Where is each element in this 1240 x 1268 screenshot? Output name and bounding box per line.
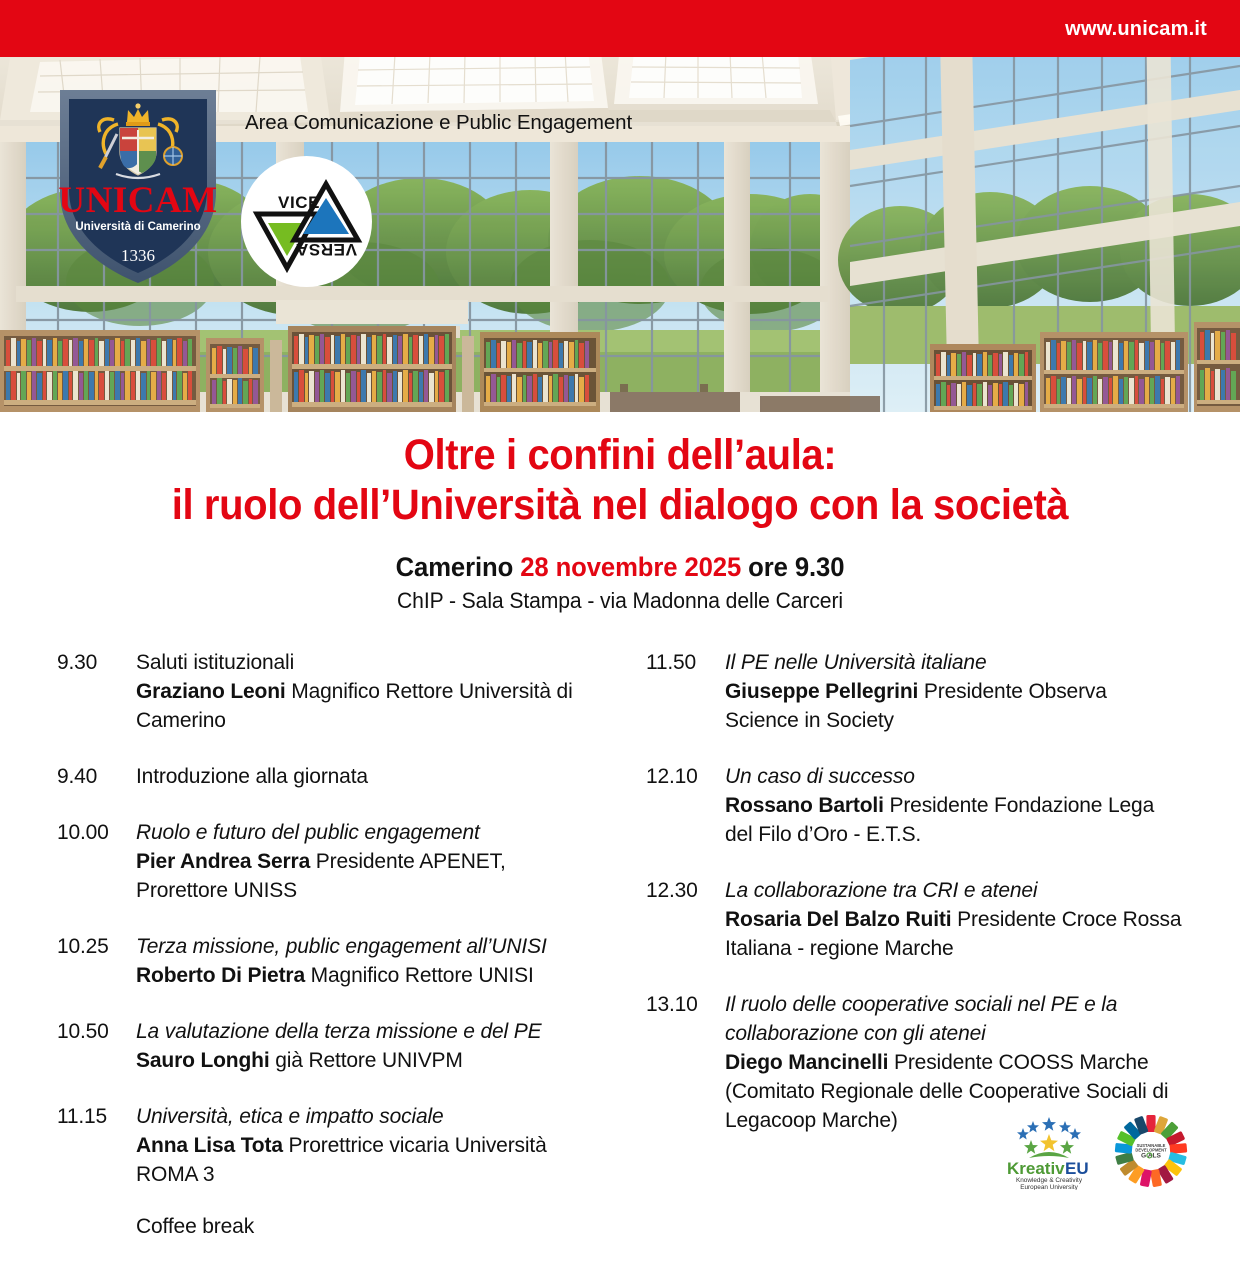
program-entry: [57, 762, 597, 791]
program-entry: [646, 876, 1186, 963]
program-entry-time: 11.15: [57, 1105, 107, 1128]
program-entry-time: 10.50: [57, 1020, 109, 1043]
program-entry-body: [136, 648, 597, 735]
vice-word: VICE: [278, 193, 321, 212]
program-entry-speaker-role: Prorettrice vicaria Università ROMA 3: [136, 1134, 547, 1186]
program-entry-speaker-name: Sauro Longhi: [136, 1049, 270, 1072]
versa-word: VERSA: [295, 240, 357, 259]
program-entry-title: Saluti istituzionali: [136, 651, 295, 674]
program-entry-speaker-role: Presidente COOSS Marche (Comitato Regionale delle Cooperative Sociali di Legacoop Marche): [725, 1051, 1169, 1132]
program-entry-lecture-title: Un caso di successo: [725, 765, 915, 788]
program-entry-speaker-name: Graziano Leoni: [136, 680, 286, 703]
program-entry-lecture-title: La collaborazione tra CRI e atenei: [725, 879, 1038, 902]
program-entry-time: 9.30: [57, 651, 98, 674]
program-entry-body: [725, 762, 1186, 849]
kreativeu-word-green: Kreativ: [1007, 1159, 1065, 1178]
program-entry-speaker-role: Presidente APENET, Prorettore UNISS: [136, 850, 506, 902]
program-entry-lecture-title: Università, etica e impatto sociale: [136, 1105, 444, 1128]
program-entry: [646, 648, 1186, 735]
program-entry: [57, 1212, 597, 1241]
sdg-label-2: DEVELOPMENT: [1135, 1147, 1167, 1153]
program-entry-title: Introduzione alla giornata: [136, 765, 368, 788]
program-entry: [57, 818, 597, 905]
area-label: Area Comunicazione e Public Engagement: [245, 111, 633, 134]
program-entry-speaker-role: Presidente Observa Science in Society: [725, 680, 1107, 732]
program-entry-time: 10.00: [57, 821, 109, 844]
program-entry-lecture-title: La valutazione della terza missione e del PE: [136, 1020, 542, 1043]
program-entry-speaker-line: [725, 791, 1186, 849]
program-column-right: [646, 648, 1186, 1162]
crest-globe: [164, 147, 182, 165]
program-entry-time: 12.30: [646, 879, 698, 902]
program-entry-body: [136, 932, 597, 990]
title-line-2: il ruolo dell’Università nel dialogo con la società: [171, 481, 1069, 529]
program-entry-speaker-name: Rosaria Del Balzo Ruiti: [725, 908, 952, 931]
kreativeu-tagline-1: Knowledge & Creativity: [1015, 1177, 1083, 1184]
kreativeu-word-blue: EU: [1065, 1159, 1089, 1178]
program-entry-speaker-line: [136, 961, 597, 990]
program-entry: [57, 648, 597, 735]
program-entry-time: 11.50: [646, 651, 696, 674]
program-entry-speaker-name: Anna Lisa Tota: [136, 1134, 283, 1157]
program-entry-title: Coffee break: [136, 1215, 255, 1238]
event-title: [0, 430, 1240, 530]
footer-logos: [1003, 1110, 1203, 1192]
program-entry: [57, 932, 597, 990]
program-entry-speaker-line: [725, 905, 1186, 963]
program-entry-speaker-line: [136, 847, 597, 905]
program-entry-speaker-role: Presidente Fondazione Lega del Filo d’Oro - E.T.S.: [725, 794, 1155, 846]
program-entry-body: [725, 876, 1186, 963]
program-entry-speaker-role: già Rettore UNIVPM: [269, 1049, 463, 1072]
program-entry: [646, 762, 1186, 849]
program-entry-body: [136, 1212, 597, 1241]
event-time: ore 9.30: [748, 552, 845, 582]
program-entry-speaker-line: [136, 677, 597, 735]
program-entry-speaker-role: Magnifico Rettore UNISI: [304, 964, 534, 987]
program-entry-speaker-name: Pier Andrea Serra: [136, 850, 311, 873]
program-entry-lecture-title: Ruolo e futuro del public engagement: [136, 821, 480, 844]
program-entry-time: 9.40: [57, 765, 98, 788]
event-date-line: [31, 552, 1209, 583]
program-entry-speaker-role: Presidente Croce Rossa Italiana - regione Marche: [725, 908, 1182, 960]
event-date: 28 novembre 2025: [520, 552, 742, 582]
event-venue: ChIP - Sala Stampa - via Madonna delle Carceri: [397, 588, 843, 613]
program-entry-body: [136, 1102, 597, 1189]
program-entry-time: 12.10: [646, 765, 698, 788]
program-entry-body: [136, 1017, 597, 1075]
program-entry-body: [136, 762, 597, 791]
unicam-shield-svg: [56, 84, 220, 287]
sdg-label-3: G ALS: [1141, 1152, 1161, 1160]
title-line-1: Oltre i confini dell’aula:: [403, 431, 837, 479]
program-entry-body: [136, 818, 597, 905]
program-entry-time: 13.10: [646, 993, 698, 1016]
viceversa-logo-svg: [241, 156, 372, 287]
stars-arc: [1017, 1117, 1081, 1154]
program-entry-speaker-line: [136, 1046, 597, 1075]
sdg-wheel-logo: [1113, 1113, 1189, 1189]
red-header-bar: [0, 0, 1240, 57]
viceversa-logo: [241, 156, 372, 287]
program-entry-lecture-title: Terza missione, public engagement all’UNISI: [136, 935, 547, 958]
program-entry: [57, 1017, 597, 1075]
sdg-wheel-svg: [1113, 1113, 1189, 1189]
program-entry-speaker-name: Diego Mancinelli: [725, 1051, 889, 1074]
program-entry: [57, 1102, 597, 1189]
program-entry-speaker-line: [725, 677, 1186, 735]
event-city: Camerino: [395, 552, 514, 582]
program-entry-speaker-role: Magnifico Rettore Università di Camerino: [136, 680, 573, 732]
website-url[interactable]: www.unicam.it: [1065, 18, 1207, 40]
event-datebar: [0, 552, 1240, 614]
program-entry-lecture-title: Il ruolo delle cooperative sociali nel PE e la collaborazione con gli atenei: [725, 993, 1118, 1045]
sdg-label-1: SUSTAINABLE: [1136, 1143, 1166, 1148]
program-entry-speaker-name: Rossano Bartoli: [725, 794, 884, 817]
program-entry-lecture-title: Il PE nelle Università italiane: [725, 651, 987, 674]
program-entry-speaker-line: [136, 1131, 597, 1189]
kreativeu-logo-svg: [1003, 1112, 1095, 1190]
unicam-shield-logo: [56, 84, 220, 287]
program-column-left: [57, 648, 597, 1268]
program-entry-body: [725, 648, 1186, 735]
program-entry-speaker-name: Roberto Di Pietra: [136, 964, 305, 987]
unicam-wordmark: UNICAM: [58, 180, 218, 221]
kreativeu-logo: [1003, 1112, 1095, 1190]
program-entry-time: 10.25: [57, 935, 109, 958]
unicam-subtitle: Università di Camerino: [75, 221, 201, 233]
program-entry-speaker-name: Giuseppe Pellegrini: [725, 680, 919, 703]
kreativeu-tagline-2: European University: [1020, 1184, 1078, 1190]
unicam-year: 1336: [121, 246, 155, 265]
